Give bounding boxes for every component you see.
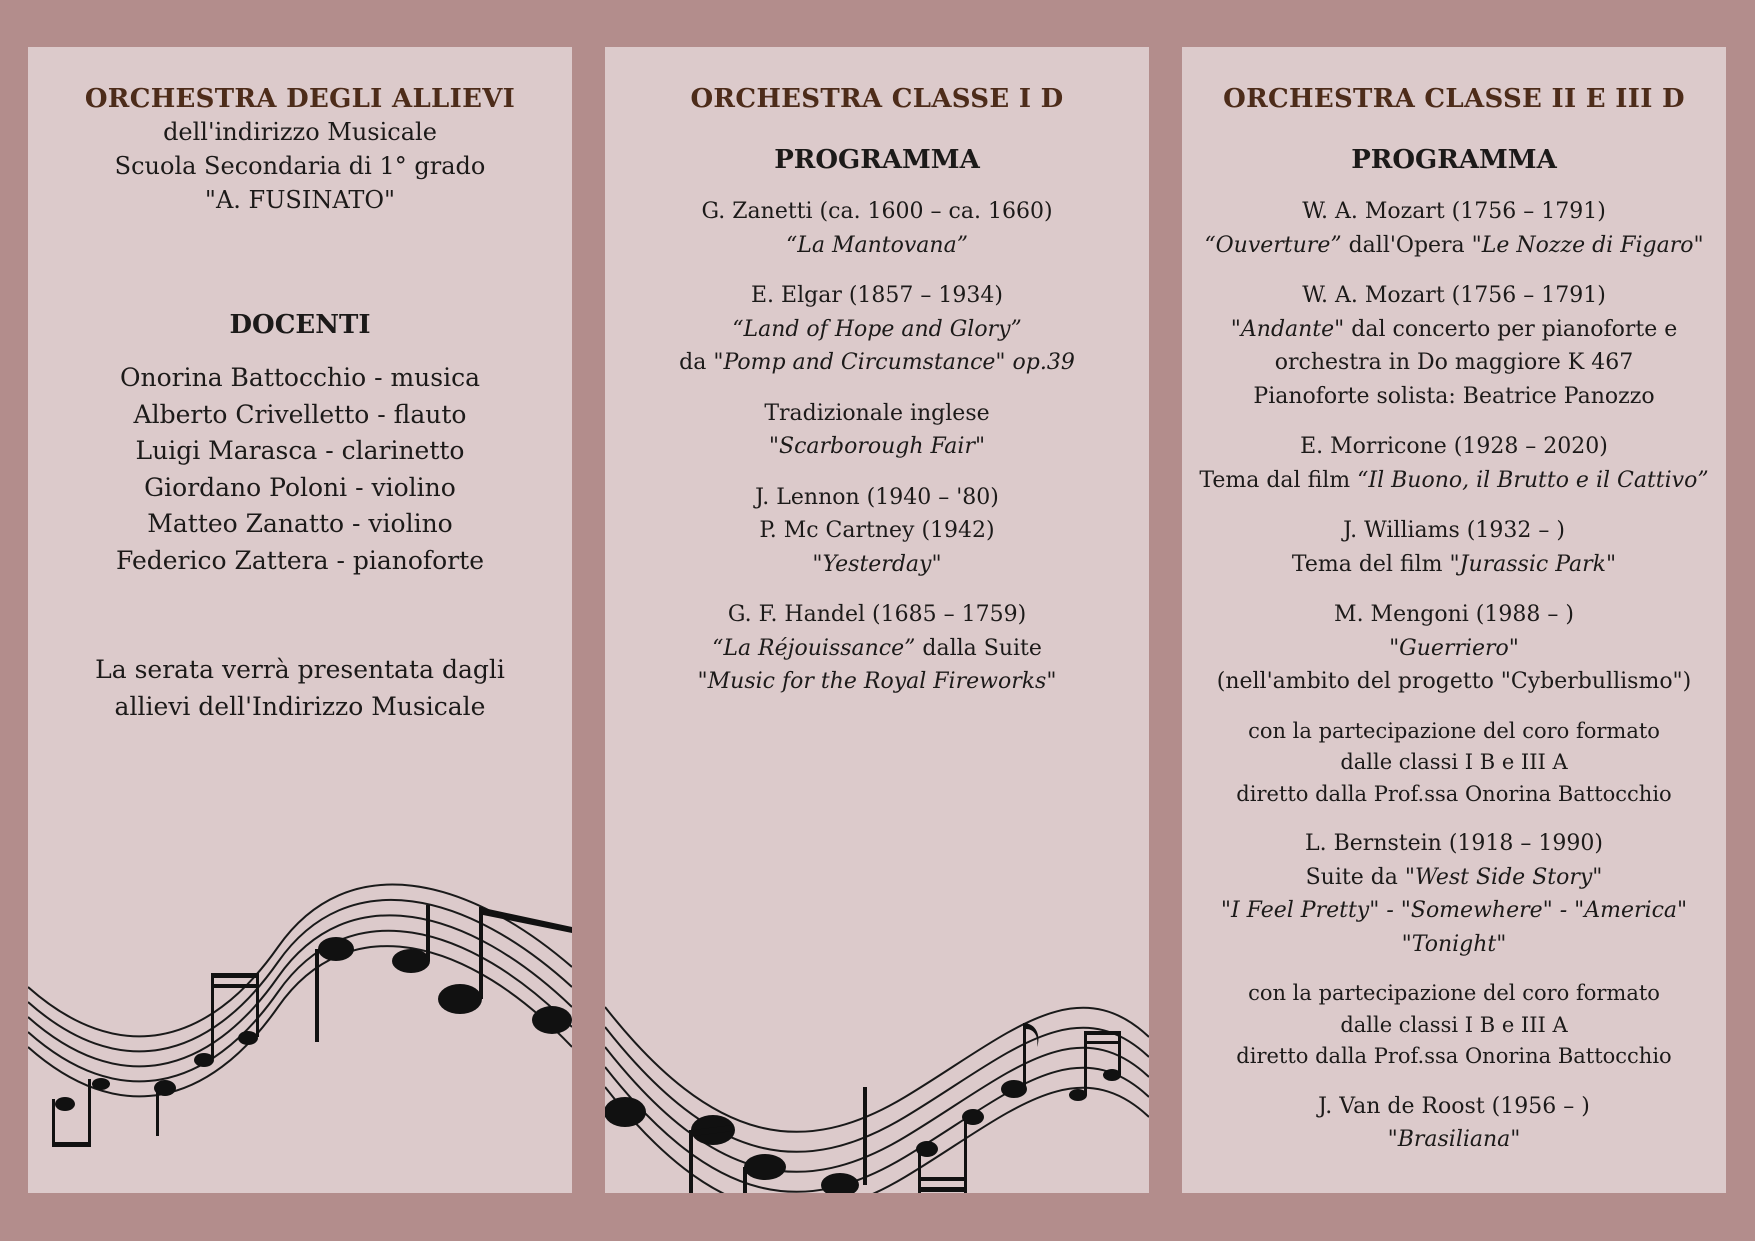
composer: J. Lennon (1940 – '80) xyxy=(755,484,999,510)
work-title: "Yesterday" xyxy=(812,551,942,577)
program-item xyxy=(1182,598,1726,699)
choir-line: dalle classi I B e III A xyxy=(1340,750,1568,774)
choir-line: diretto dalla Prof.ssa Onorina Battocchio xyxy=(1236,781,1672,806)
composer: E. Morricone (1928 – 2020) xyxy=(1300,434,1608,459)
composer: W. A. Mozart (1756 – 1791) xyxy=(1302,199,1606,224)
program-item xyxy=(1182,195,1726,262)
composer: J. Van de Roost (1956 – ) xyxy=(1318,1093,1590,1119)
work-title: “Land of Hope and Glory” xyxy=(732,316,1022,342)
composer: E. Elgar (1857 – 1934) xyxy=(751,283,1003,308)
docente-item: Luigi Marasca - clarinetto xyxy=(135,436,465,465)
panel1-title: ORCHESTRA DEGLI ALLIEVI xyxy=(84,84,516,114)
work-title: "Jurassic Park" xyxy=(1449,551,1617,577)
work-title: “La Réjouissance” xyxy=(712,635,916,661)
work-title: "Scarborough Fair" xyxy=(768,434,986,459)
panel2-title: ORCHESTRA CLASSE I D xyxy=(690,84,1064,114)
docente-item: Giordano Poloni - violino xyxy=(144,472,456,502)
program-item xyxy=(605,397,1149,464)
work-title: “La Mantovana” xyxy=(786,232,968,258)
songs: "I Feel Pretty" - "Somewhere" - "America" xyxy=(1220,898,1688,923)
work-prefix: Tema dal film xyxy=(1199,467,1358,493)
composer: W. A. Mozart (1756 – 1791) xyxy=(1302,283,1606,308)
programma-heading: PROGRAMMA xyxy=(774,145,980,175)
soloist: Pianoforte solista: Beatrice Panozzo xyxy=(1253,383,1655,409)
work-title: “Il Buono, il Brutto e il Cattivo” xyxy=(1357,467,1709,493)
choir-line: con la partecipazione del coro formato xyxy=(1248,981,1660,1005)
program-item xyxy=(1182,827,1726,961)
program-item xyxy=(1182,279,1726,413)
work-prefix: da xyxy=(679,350,714,375)
project-note: (nell'ambito del progetto "Cyberbullismo") xyxy=(1216,669,1692,694)
docente-item: Matteo Zanatto - violino xyxy=(147,509,453,538)
composer: M. Mengoni (1988 – ) xyxy=(1334,602,1574,627)
work-desc: orchestra in Do maggiore K 467 xyxy=(1274,350,1634,375)
composer: G. Zanetti (ca. 1600 – ca. 1660) xyxy=(701,199,1053,224)
songs: "Tonight" xyxy=(1401,931,1507,957)
music-staff-illustration xyxy=(605,947,1149,1193)
docente-item: Onorina Battocchio - musica xyxy=(120,363,480,392)
presentation-note: La serata verrà presentata dagli xyxy=(95,655,505,684)
presentation-note: allievi dell'Indirizzo Musicale xyxy=(114,691,486,721)
choir-line: diretto dalla Prof.ssa Onorina Battocchio xyxy=(1236,1044,1672,1068)
choir-line: con la partecipazione del coro formato xyxy=(1248,718,1660,743)
work-suffix: dalla Suite xyxy=(915,635,1042,661)
work-desc: dal concerto per pianoforte e xyxy=(1344,316,1678,342)
work-source: "Music for the Royal Fireworks" xyxy=(697,669,1057,694)
opera-title: "Le Nozze di Figaro" xyxy=(1471,232,1704,258)
choir-note xyxy=(1182,716,1726,811)
work-title: "West Side Story" xyxy=(1404,864,1603,890)
programma-heading: PROGRAMMA xyxy=(1351,145,1557,175)
program-item xyxy=(605,481,1149,582)
panel3-title: ORCHESTRA CLASSE II E III D xyxy=(1223,84,1685,114)
subtitle-line: "A. FUSINATO" xyxy=(204,186,396,214)
work-title: "Brasiliana" xyxy=(1387,1127,1521,1152)
composer: Tradizionale inglese xyxy=(764,400,990,426)
program-item xyxy=(1182,430,1726,497)
composer: G. F. Handel (1685 – 1759) xyxy=(727,602,1027,627)
choir-note xyxy=(1182,978,1726,1073)
subtitle-line: Scuola Secondaria di 1° grado xyxy=(114,152,486,180)
work-prefix: Tema del film xyxy=(1291,551,1450,577)
work-title: “Ouverture” xyxy=(1204,232,1342,258)
docente-item: Alberto Crivelletto - flauto xyxy=(133,399,467,429)
panel-orchestra-classe-2-3d xyxy=(1182,47,1726,1193)
docenti-heading: DOCENTI xyxy=(229,310,371,340)
work-title: "Andante" xyxy=(1230,316,1345,342)
composer: J. Williams (1932 – ) xyxy=(1343,518,1565,543)
choir-line: dalle classi I B e III A xyxy=(1340,1012,1568,1037)
panel-orchestra-allievi xyxy=(28,47,572,1193)
work-source: "Pomp and Circumstance" op.39 xyxy=(713,350,1075,375)
docente-item: Federico Zattera - pianoforte xyxy=(115,545,485,575)
program-item xyxy=(605,598,1149,699)
music-staff-illustration xyxy=(28,837,572,1193)
program-item xyxy=(605,279,1149,380)
program-item xyxy=(1182,1090,1726,1157)
work-title: "Guerriero" xyxy=(1389,635,1519,661)
subtitle-line: dell'indirizzo Musicale xyxy=(163,118,437,146)
composer: L. Bernstein (1918 – 1990) xyxy=(1305,831,1603,856)
program-item xyxy=(1182,514,1726,581)
program-item xyxy=(605,195,1149,262)
panel-orchestra-classe-1d xyxy=(605,47,1149,1193)
work-mid: dall'Opera xyxy=(1341,232,1472,258)
composer: P. Mc Cartney (1942) xyxy=(759,518,995,543)
work-prefix: Suite da xyxy=(1305,864,1405,890)
